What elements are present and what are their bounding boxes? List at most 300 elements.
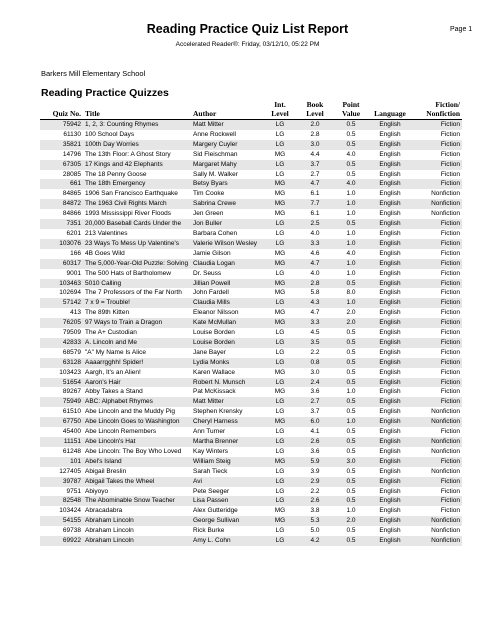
table-row	[40, 189, 462, 199]
book-title: 4B Goes Wild	[85, 249, 125, 257]
fiction-type: Fiction	[440, 388, 460, 396]
language: English	[369, 338, 411, 348]
interest-level: LG	[263, 397, 297, 407]
quiz-number: 103423	[59, 368, 81, 376]
book-author: Avi	[191, 477, 263, 487]
fiction-type: Fiction	[411, 338, 462, 348]
quiz-number: 14796	[62, 150, 81, 158]
book-title: Aargh, It's an Alien!	[85, 368, 141, 376]
interest-level: MG	[274, 368, 286, 376]
fiction-type: Fiction	[440, 150, 460, 158]
language: English	[369, 219, 411, 229]
fiction-type: Fiction	[411, 358, 462, 368]
fiction-type: Nonfiction	[431, 467, 460, 475]
interest-level: LG	[263, 378, 297, 388]
book-author: Pete Seeger	[193, 487, 230, 495]
book-author: Amy L. Cohn	[191, 536, 263, 546]
language: English	[379, 170, 401, 178]
language: English	[379, 190, 401, 198]
interest-level: MG	[274, 289, 286, 297]
quiz-number: 61510	[62, 408, 81, 416]
fiction-type: Nonfiction	[431, 527, 460, 535]
quiz-number: 413	[70, 309, 81, 317]
book-title: Abel's Island	[83, 457, 191, 467]
quiz-number: 84865	[62, 190, 81, 198]
point-value: 0.5	[346, 348, 356, 356]
table-row	[40, 407, 462, 417]
book-author: Anne Rockwell	[193, 130, 236, 138]
book-title: The 89th Kitten	[85, 309, 130, 317]
language: English	[379, 388, 401, 396]
book-level: 6.0	[297, 417, 333, 427]
point-value: 0.5	[346, 467, 356, 475]
quiz-table-body	[40, 120, 462, 546]
interest-level: MG	[274, 309, 286, 317]
book-level: 3.9	[310, 467, 320, 475]
book-level: 2.0	[297, 120, 333, 130]
interest-level: LG	[263, 338, 297, 348]
language: English	[369, 437, 411, 447]
quiz-number: 103463	[40, 279, 83, 289]
book-title: The A+ Custodian	[85, 329, 137, 337]
quiz-number: 101	[40, 457, 83, 467]
book-title: 7 x 9 = Trouble!	[83, 298, 191, 308]
book-level: 4.2	[297, 536, 333, 546]
book-author: Louise Borden	[193, 329, 235, 337]
page-number: Page 1	[450, 26, 473, 33]
quiz-number: 67305	[40, 160, 83, 170]
point-value: 2.0	[346, 309, 356, 317]
fiction-type: Nonfiction	[411, 199, 462, 209]
fiction-type: Fiction	[411, 298, 462, 308]
book-level: 3.8	[310, 507, 320, 515]
interest-level: MG	[263, 259, 297, 269]
fiction-type: Nonfiction	[431, 447, 460, 455]
book-level: 6.1	[310, 190, 320, 198]
book-title: Abraham Lincoln	[85, 527, 134, 535]
quiz-number: 79509	[62, 329, 81, 337]
fiction-type: Fiction	[440, 348, 460, 356]
quiz-number: 42833	[40, 338, 83, 348]
interest-level: LG	[275, 447, 285, 455]
table-row	[40, 120, 462, 130]
table-row	[40, 536, 462, 546]
language: English	[379, 527, 401, 535]
point-value: 1.0	[333, 259, 369, 269]
point-value: 0.5	[333, 279, 369, 289]
fiction-type: Fiction	[440, 309, 460, 317]
interest-level: LG	[275, 408, 285, 416]
point-value: 2.0	[333, 318, 369, 328]
table-row	[40, 338, 462, 348]
col-header-fiction	[411, 100, 462, 120]
point-value: 2.0	[333, 516, 369, 526]
quiz-number: 82548	[40, 496, 83, 506]
book-author: Robert N. Munsch	[191, 378, 263, 388]
book-title: 213 Valentines	[85, 229, 128, 237]
book-title: 1, 2, 3: Counting Rhymes	[83, 120, 191, 130]
quiz-number: 63128	[40, 358, 83, 368]
language: English	[379, 269, 401, 277]
col-header-int-level-line2: Level	[271, 108, 289, 118]
point-value: 1.0	[346, 229, 356, 237]
point-value: 0.5	[333, 338, 369, 348]
interest-level: LG	[263, 140, 297, 150]
book-title: 23 Ways To Mess Up Valentine's	[83, 239, 191, 249]
quiz-number: 103424	[59, 507, 81, 515]
fiction-type: Fiction	[440, 368, 460, 376]
book-title: 20,000 Baseball Cards Under the	[83, 219, 191, 229]
book-level: 5.9	[297, 457, 333, 467]
interest-level: LG	[263, 437, 297, 447]
point-value: 0.5	[333, 496, 369, 506]
language: English	[379, 309, 401, 317]
book-level: 0.8	[297, 358, 333, 368]
book-level: 2.6	[297, 437, 333, 447]
table-row	[40, 130, 462, 140]
point-value: 1.0	[333, 417, 369, 427]
point-value: 1.0	[333, 199, 369, 209]
interest-level: LG	[275, 428, 285, 436]
book-level: 3.3	[297, 318, 333, 328]
interest-level: LG	[263, 477, 297, 487]
book-level: 2.7	[310, 170, 320, 178]
point-value: 1.0	[346, 388, 356, 396]
language: English	[369, 378, 411, 388]
fiction-type: Fiction	[440, 289, 460, 297]
language: English	[369, 298, 411, 308]
interest-level: LG	[263, 298, 297, 308]
quiz-number: 68579	[62, 348, 81, 356]
book-title: The 5,000-Year-Old Puzzle: Solving	[83, 259, 191, 269]
language: English	[379, 348, 401, 356]
point-value: 0.5	[333, 140, 369, 150]
book-title: 17 Kings and 42 Elephants	[83, 160, 191, 170]
book-title: The 18th Emergency	[83, 179, 191, 189]
fiction-type: Nonfiction	[411, 516, 462, 526]
quiz-number: 9751	[66, 487, 81, 495]
quiz-number: 39787	[40, 477, 83, 487]
book-author: Barbara Cohen	[193, 229, 238, 237]
book-author: Tim Cooke	[193, 190, 225, 198]
interest-level: LG	[263, 239, 297, 249]
book-level: 7.7	[297, 199, 333, 209]
interest-level: MG	[263, 516, 297, 526]
book-title: Aaaarrgghh! Spider!	[83, 358, 191, 368]
quiz-number: 54155	[40, 516, 83, 526]
book-author: Matt Mitter	[191, 397, 263, 407]
table-row	[40, 477, 462, 487]
fiction-type: Fiction	[440, 507, 460, 515]
fiction-type: Fiction	[411, 457, 462, 467]
book-level: 2.2	[310, 348, 320, 356]
fiction-type: Fiction	[411, 477, 462, 487]
book-author: Claudia Logan	[191, 259, 263, 269]
interest-level: MG	[263, 457, 297, 467]
book-level: 4.0	[310, 269, 320, 277]
fiction-type: Fiction	[440, 130, 460, 138]
point-value: 0.5	[346, 527, 356, 535]
interest-level: LG	[263, 358, 297, 368]
book-level: 3.0	[297, 140, 333, 150]
book-level: 2.7	[297, 397, 333, 407]
quiz-number: 69922	[40, 536, 83, 546]
book-title: Abracadabra	[85, 507, 123, 515]
book-author: Rick Burke	[193, 527, 225, 535]
interest-level: LG	[275, 269, 285, 277]
col-header-fiction-line1: Fiction/	[435, 100, 460, 109]
language: English	[379, 289, 401, 297]
interest-level: LG	[275, 348, 285, 356]
table-row	[40, 457, 462, 467]
point-value: 1.0	[346, 210, 356, 218]
fiction-type: Nonfiction	[411, 536, 462, 546]
book-title: Abe Lincoln Remembers	[85, 428, 157, 436]
book-level: 4.7	[297, 179, 333, 189]
language: English	[369, 179, 411, 189]
fiction-type: Fiction	[411, 397, 462, 407]
fiction-type: Nonfiction	[431, 408, 460, 416]
fiction-type: Fiction	[440, 329, 460, 337]
book-author: Lydia Monks	[191, 358, 263, 368]
point-value: 0.5	[333, 397, 369, 407]
interest-level: MG	[274, 388, 286, 396]
quiz-number: 67750	[40, 417, 83, 427]
interest-level: MG	[263, 179, 297, 189]
book-level: 2.9	[297, 477, 333, 487]
fiction-type: Fiction	[411, 120, 462, 130]
language: English	[379, 408, 401, 416]
point-value: 0.5	[346, 408, 356, 416]
book-author: Sid Fleischman	[193, 150, 238, 158]
book-title: Abe Lincoln and the Muddy Pig	[85, 408, 175, 416]
book-title: The 7 Professors of the Far North	[85, 289, 182, 297]
table-row	[40, 467, 462, 477]
quiz-number: 6201	[66, 229, 81, 237]
quiz-number: 84872	[40, 199, 83, 209]
book-level: 3.0	[310, 368, 320, 376]
interest-level: LG	[275, 527, 285, 535]
book-level: 5.3	[297, 516, 333, 526]
book-title: 1993 Mississippi River Floods	[85, 210, 171, 218]
point-value: 0.5	[346, 447, 356, 455]
point-value: 0.5	[333, 120, 369, 130]
interest-level: MG	[263, 279, 297, 289]
table-row	[40, 150, 462, 160]
book-level: 2.8	[310, 130, 320, 138]
book-title: Abraham Lincoln	[83, 516, 191, 526]
book-author: Kate McMullan	[191, 318, 263, 328]
quiz-number: 661	[40, 179, 83, 189]
book-author: Kay Winters	[193, 447, 229, 455]
book-author: Jane Bayer	[193, 348, 226, 356]
table-row	[40, 397, 462, 407]
book-level: 4.5	[310, 329, 320, 337]
col-header-language: Language	[369, 100, 411, 120]
point-value: 1.0	[346, 269, 356, 277]
book-author: Lisa Passen	[191, 496, 263, 506]
book-level: 3.5	[297, 338, 333, 348]
col-header-point-value-line1: Point	[342, 100, 360, 109]
language: English	[379, 229, 401, 237]
table-row	[40, 487, 462, 497]
table-row	[40, 160, 462, 170]
fiction-type: Fiction	[411, 496, 462, 506]
fiction-type: Fiction	[411, 378, 462, 388]
book-author: Matt Mitter	[191, 120, 263, 130]
book-title: Abraham Lincoln	[83, 536, 191, 546]
quiz-number: 7351	[40, 219, 83, 229]
book-title: The 18 Penny Goose	[85, 170, 147, 178]
quiz-number: 69738	[62, 527, 81, 535]
table-row	[40, 368, 462, 378]
table-row	[40, 298, 462, 308]
fiction-type: Fiction	[411, 279, 462, 289]
language: English	[369, 536, 411, 546]
interest-level: LG	[275, 467, 285, 475]
book-author: William Steig	[191, 457, 263, 467]
quiz-number: 84866	[62, 210, 81, 218]
point-value: 0.5	[346, 368, 356, 376]
table-row	[40, 170, 462, 180]
point-value: 0.5	[333, 536, 369, 546]
table-row	[40, 279, 462, 289]
book-level: 2.8	[297, 279, 333, 289]
language: English	[379, 428, 401, 436]
book-level: 4.0	[310, 229, 320, 237]
quiz-number: 75949	[40, 397, 83, 407]
book-author: John Fardell	[193, 289, 229, 297]
interest-level: LG	[263, 219, 297, 229]
quiz-number: 89267	[62, 388, 81, 396]
col-header-int-level-line1: Int.	[274, 100, 286, 109]
book-author: Claudia Mills	[191, 298, 263, 308]
book-title: Abe Lincoln's Hat	[83, 437, 191, 447]
book-level: 2.5	[297, 219, 333, 229]
table-row	[40, 229, 462, 239]
fiction-type: Fiction	[411, 140, 462, 150]
table-row	[40, 417, 462, 427]
quiz-number: 102694	[59, 289, 81, 297]
point-value: 0.5	[346, 170, 356, 178]
quiz-table	[40, 100, 462, 546]
interest-level: MG	[274, 507, 286, 515]
point-value: 4.0	[333, 179, 369, 189]
interest-level: LG	[263, 120, 297, 130]
book-title: "A" My Name Is Alice	[85, 348, 146, 356]
language: English	[369, 457, 411, 467]
language: English	[369, 318, 411, 328]
table-row	[40, 288, 462, 298]
language: English	[369, 397, 411, 407]
fiction-type: Nonfiction	[431, 210, 460, 218]
col-header-book-level-line1: Book	[306, 100, 324, 109]
language: English	[379, 150, 401, 158]
interest-level: MG	[274, 190, 286, 198]
table-row	[40, 199, 462, 209]
book-author: Martha Brenner	[191, 437, 263, 447]
fiction-type: Fiction	[411, 160, 462, 170]
book-title: Abiyoyo	[85, 487, 109, 495]
book-level: 4.1	[310, 428, 320, 436]
book-title: ABC: Alphabet Rhymes	[83, 397, 191, 407]
quiz-number: 61130	[63, 130, 81, 138]
fiction-type: Nonfiction	[411, 417, 462, 427]
col-header-point-value	[333, 100, 369, 120]
interest-level: LG	[263, 536, 297, 546]
language: English	[369, 279, 411, 289]
book-title: The 1963 Civil Rights March	[83, 199, 191, 209]
language: English	[369, 358, 411, 368]
fiction-type: Fiction	[411, 239, 462, 249]
language: English	[379, 249, 401, 257]
language: English	[369, 199, 411, 209]
book-title: The 13th Floor: A Ghost Story	[85, 150, 171, 158]
language: English	[379, 130, 401, 138]
fiction-type: Fiction	[440, 229, 460, 237]
quiz-number: 60317	[40, 259, 83, 269]
book-level: 3.7	[310, 408, 320, 416]
col-header-quiz-no: Quiz No.	[40, 100, 83, 120]
table-row	[40, 239, 462, 249]
interest-level: LG	[263, 160, 297, 170]
table-row	[40, 358, 462, 368]
quiz-number: 35821	[40, 140, 83, 150]
report-title: Reading Practice Quiz List Report	[146, 22, 349, 36]
point-value: 4.0	[346, 249, 356, 257]
book-author: George Sullivan	[191, 516, 263, 526]
point-value: 0.5	[333, 477, 369, 487]
book-title: 5010 Calling	[83, 279, 191, 289]
table-row	[40, 219, 462, 229]
quiz-number: 61248	[62, 447, 81, 455]
book-author: Ann Turner	[193, 428, 226, 436]
point-value: 0.5	[333, 358, 369, 368]
language: English	[379, 447, 401, 455]
quiz-number: 127405	[59, 467, 81, 475]
book-author: Margery Cuyler	[191, 140, 263, 150]
table-row	[40, 328, 462, 338]
book-level: 2.2	[310, 487, 320, 495]
table-row	[40, 269, 462, 279]
book-author: Valerie Wilson Wesley	[191, 239, 263, 249]
book-title: The Abominable Snow Teacher	[83, 496, 191, 506]
book-author: Eleanor Nilsson	[193, 309, 239, 317]
table-row	[40, 348, 462, 358]
book-author: Jen Green	[193, 210, 224, 218]
fiction-type: Fiction	[440, 170, 460, 178]
fiction-type: Fiction	[411, 219, 462, 229]
book-author: Sabrina Crewe	[191, 199, 263, 209]
point-value: 4.0	[346, 150, 356, 158]
point-value: 1.0	[346, 507, 356, 515]
interest-level: LG	[275, 130, 285, 138]
interest-level: LG	[275, 329, 285, 337]
school-name: Barkers Mill Elementary School	[41, 69, 146, 78]
table-row	[40, 378, 462, 388]
col-header-int-level	[263, 100, 297, 120]
col-header-author: Author	[191, 100, 263, 120]
table-row	[40, 387, 462, 397]
table-row	[40, 249, 462, 259]
language: English	[369, 120, 411, 130]
fiction-type: Nonfiction	[431, 190, 460, 198]
point-value: 1.0	[346, 190, 356, 198]
interest-level: MG	[263, 199, 297, 209]
book-level: 3.3	[297, 239, 333, 249]
quiz-number: 166	[70, 249, 81, 257]
book-title: 97 Ways to Train a Dragon	[83, 318, 191, 328]
